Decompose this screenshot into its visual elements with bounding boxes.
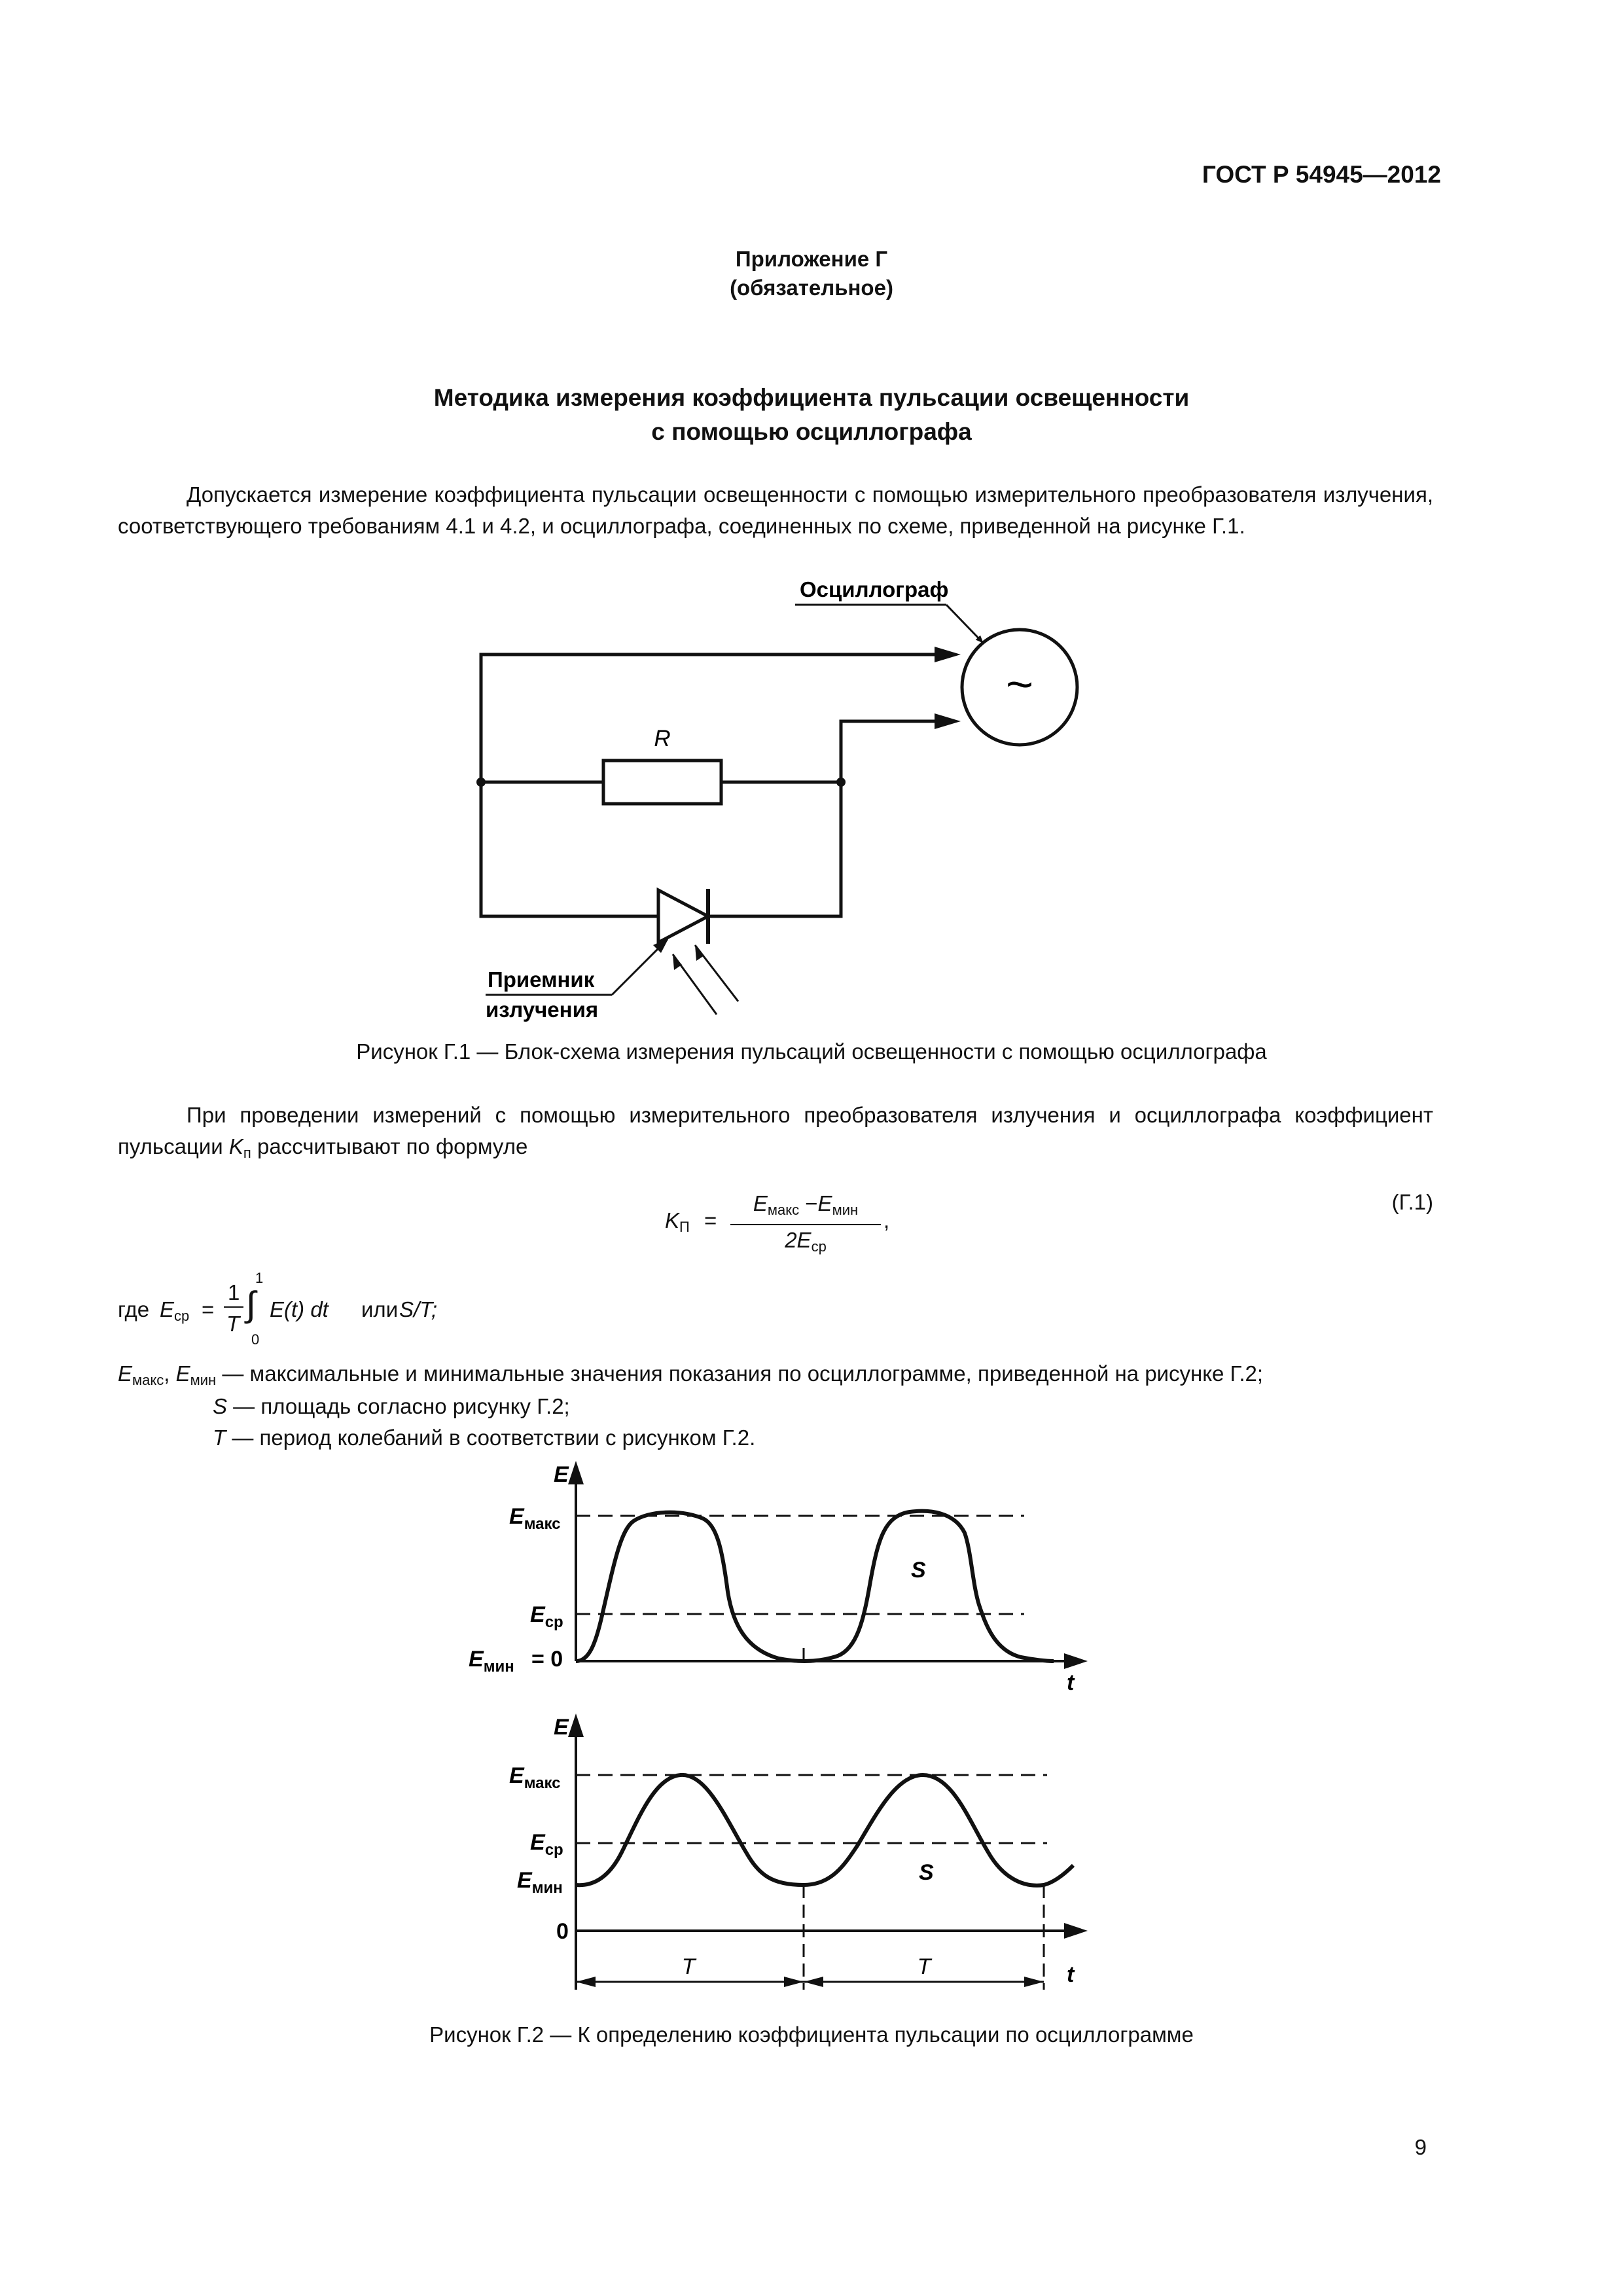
title-line-1: Методика измерения коэффициента пульсации освещенности (433, 384, 1190, 411)
bottom-axis-x-label: t (1067, 1962, 1075, 1987)
title-line-2: с помощью осциллографа (651, 418, 972, 445)
receiver-label-line1: Приемник (488, 967, 595, 992)
where-alt: S/T; (399, 1297, 438, 1321)
formula-equals: = (704, 1208, 717, 1232)
page-number: 9 (1414, 2135, 1427, 2159)
top-emin-label: $E_{мин}$ (469, 1647, 514, 1676)
figure2-caption: Рисунок Г.2 — К определению коэффициента пульсации по осциллограмме (429, 2022, 1194, 2047)
bottom-y-axis-arrow (568, 1713, 584, 1737)
appendix-heading (0, 245, 1623, 302)
resistor-label: R (654, 726, 671, 751)
receiver-label-line2: излучения (486, 997, 599, 1022)
bottom-emin-label: $E_{мин}$ (517, 1868, 563, 1897)
formula-lhs: $K_П$ (665, 1208, 690, 1235)
where-prefix: где (118, 1297, 150, 1321)
standard-number: ГОСТ Р 54945—2012 (1202, 161, 1441, 188)
formula-denominator: $2E_{ср}$ (785, 1228, 827, 1255)
integral-lower: 0 (251, 1331, 260, 1348)
light-arrow-1-head (673, 954, 682, 970)
where-fraction-bar (224, 1306, 243, 1308)
period2-arrow-left (804, 1977, 823, 1987)
wire-second-arrowhead (935, 713, 961, 729)
bottom-emax-label: $E_{макс}$ (509, 1763, 561, 1792)
oscilloscope-leader (946, 605, 983, 643)
definition-emax-emin: $E_{макс}$, $E_{мин}$ — максимальные и минимальные значения показания по осциллограмме, приведенной на рисунке Г.2; (118, 1361, 1264, 1388)
top-waveform (576, 1511, 1054, 1661)
appendix-label: Приложение Г (735, 247, 888, 271)
integral-sign: ∫ (246, 1285, 256, 1324)
integrand: E(t) dt (270, 1297, 329, 1321)
bottom-eavg-label: $E_{ср}$ (530, 1830, 563, 1859)
light-arrow-2-head (695, 945, 704, 961)
bottom-waveform (576, 1775, 1073, 1886)
where-or: или (361, 1297, 399, 1321)
oscillogram-figure (0, 1453, 1623, 2003)
figure1-caption: Рисунок Г.1 — Блок-схема измерения пульсаций освещенности с помощью осциллографа (356, 1039, 1267, 1064)
wire-second (841, 721, 950, 782)
period2-arrow-right (1024, 1977, 1044, 1987)
oscilloscope-label: Осциллограф (800, 577, 949, 601)
bottom-area-label: S (919, 1860, 934, 1885)
wire-bottom-right (708, 782, 841, 916)
appendix-status: (обязательное) (730, 276, 893, 300)
top-x-axis-arrow (1064, 1653, 1088, 1669)
block-diagram-figure (0, 563, 1623, 1034)
period1-label: T (681, 1954, 696, 1979)
period1-arrow-left (576, 1977, 596, 1987)
bottom-x-axis-arrow (1064, 1923, 1088, 1939)
integral-upper: 1 (255, 1270, 264, 1286)
section-title (0, 381, 1623, 449)
top-emin-equals-zero: = 0 (531, 1647, 563, 1672)
intro-paragraph: Допускается измерение коэффициента пульсации освещенности с помощью измерительного преобразователя излучения, соответствующего требованиям 4.1 и 4.2, и осциллографа, соединенных по схеме, приведенной на рисунке Г.1. (118, 482, 1433, 538)
where-clause (118, 1270, 576, 1348)
top-area-label: S (911, 1558, 926, 1583)
wire-top-arrowhead (935, 647, 961, 662)
formula-g1 (665, 1191, 901, 1257)
photodiode-triangle (658, 890, 708, 942)
resistor (603, 761, 721, 804)
kp-subscript: п (243, 1145, 251, 1161)
bottom-axis-y-label: E (554, 1715, 569, 1740)
formula-fraction-bar (730, 1224, 881, 1225)
definition-t: T — период колебаний в соответствии с рисунком Г.2. (213, 1426, 756, 1450)
top-y-axis-arrow (568, 1461, 584, 1484)
formula-number: (Г.1) (1391, 1190, 1433, 1214)
oscilloscope-tilde: ~ (1005, 658, 1034, 711)
top-emax-label: $E_{макс}$ (509, 1504, 561, 1533)
measurement-text-b: рассчитывают по формуле (251, 1134, 528, 1158)
where-period: T (226, 1312, 240, 1336)
where-one: 1 (228, 1280, 240, 1304)
bottom-zero-label: 0 (556, 1919, 569, 1944)
measurement-paragraph (118, 1100, 1433, 1169)
top-axis-y-label: E (554, 1462, 569, 1487)
top-eavg-label: $E_{ср}$ (530, 1602, 563, 1631)
period1-arrow-right (784, 1977, 804, 1987)
formula-trailing-comma: , (883, 1208, 890, 1232)
measurement-text-a: При проведении измерений с помощью измерительного преобразователя излучения и осциллографа коэффициент пульсации (118, 1103, 1433, 1158)
top-oscillogram (469, 1461, 1088, 1695)
formula-numerator: $E_{макс} -E_{мин}$ (753, 1191, 859, 1218)
bottom-oscillogram (509, 1713, 1088, 1990)
where-equals: = (202, 1297, 215, 1321)
where-e-avg: $E_{ср}$ (160, 1297, 190, 1324)
period2-label: T (917, 1954, 931, 1979)
top-axis-x-label: t (1067, 1670, 1075, 1695)
kp-symbol: K (228, 1134, 243, 1158)
definition-s: S — площадь согласно рисунку Г.2; (213, 1394, 570, 1418)
